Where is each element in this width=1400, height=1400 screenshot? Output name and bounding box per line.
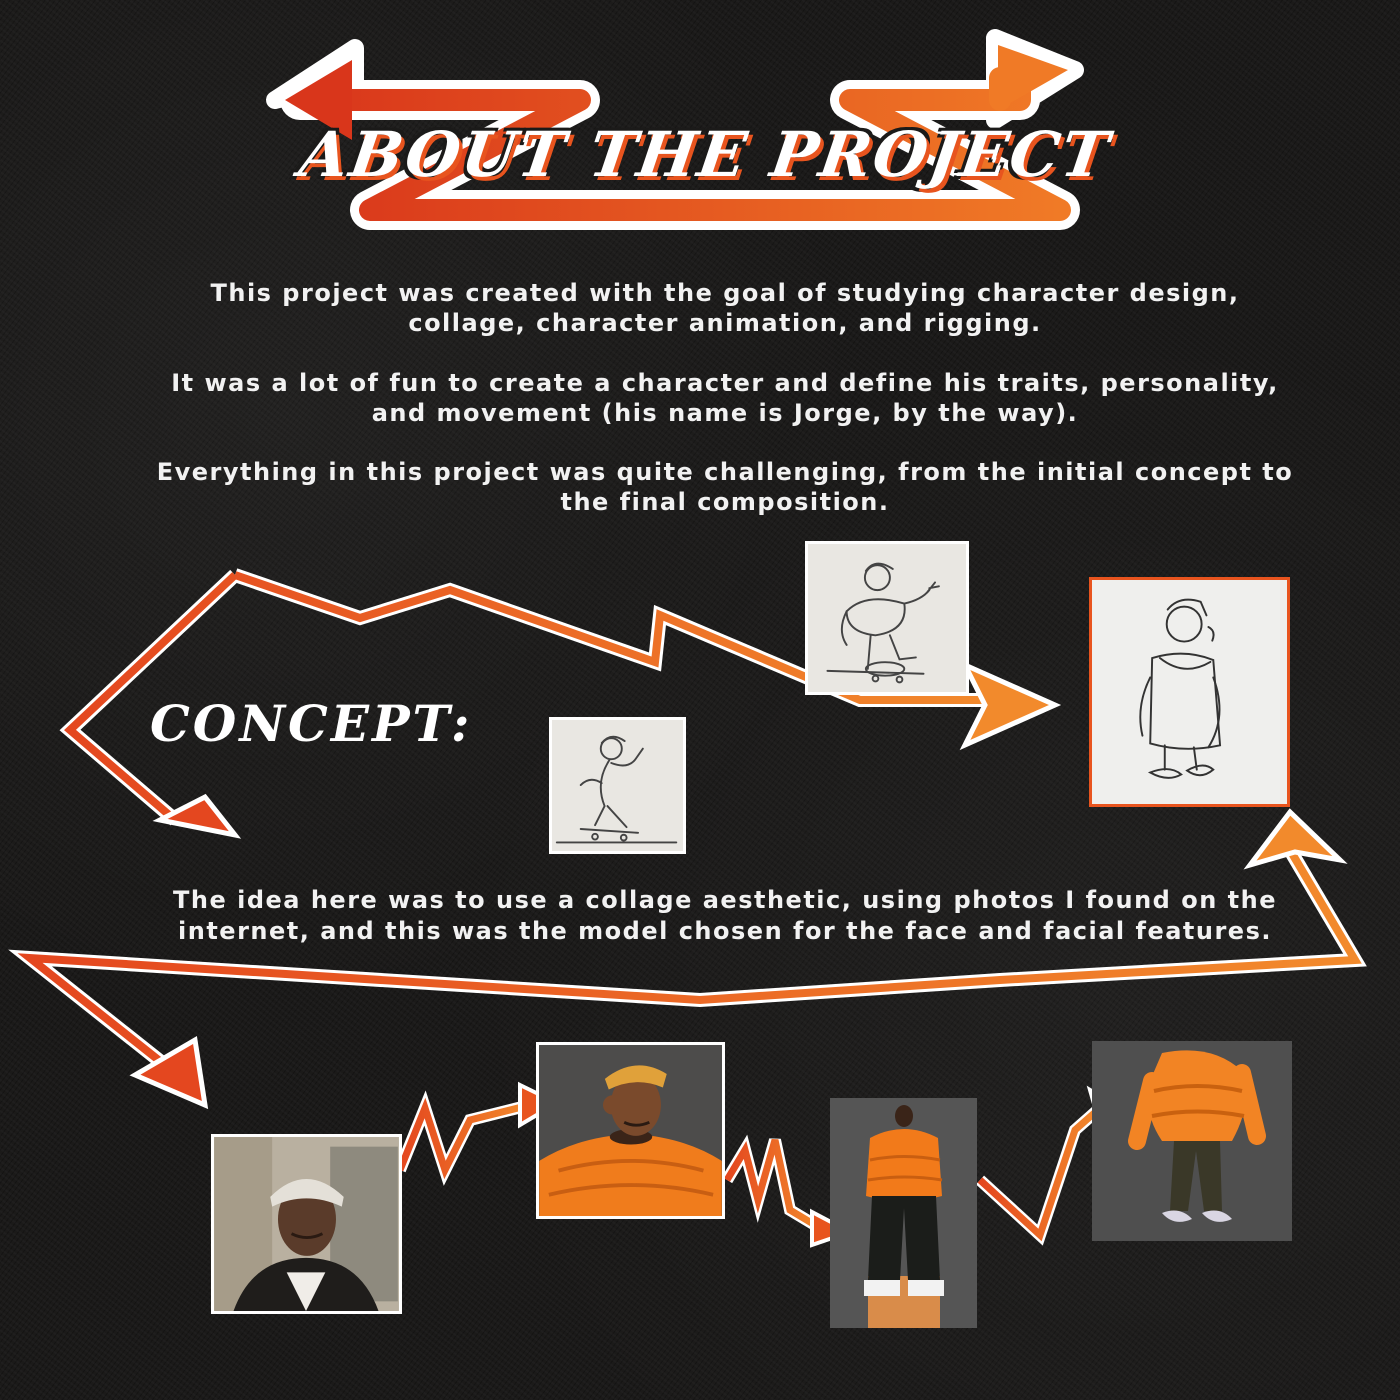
- photo-icon: [830, 1098, 977, 1328]
- collage-puffer-legs: [1092, 1041, 1292, 1241]
- concept-description: The idea here was to use a collage aesthetic, using photos I found on the internet, and this was the model chosen for the face and facial features.: [173, 886, 1277, 945]
- pencil-sketch-icon: [1092, 580, 1287, 804]
- page-title: ABOUT THE PROJECT: [295, 118, 1115, 191]
- collage-zigzag-arrows-icon: [400, 1085, 1120, 1245]
- photo-icon: [539, 1045, 722, 1216]
- intro-paragraph-2: It was a lot of fun to create a character and define his traits, personality, and movement (his name is Jorge, by the way).: [171, 369, 1279, 427]
- intro-paragraph-1: This project was created with the goal of studying character design, collage, character animation, and rigging.: [210, 279, 1240, 337]
- photo-icon: [1092, 1041, 1292, 1241]
- collage-head-puffer: [536, 1042, 725, 1219]
- photo-icon: [214, 1137, 399, 1311]
- intro-paragraph-3: Everything in this project was quite challenging, from the initial concept to the final composition.: [156, 458, 1294, 516]
- model-photo-face: [211, 1134, 402, 1314]
- concept-heading: CONCEPT:: [150, 694, 473, 753]
- pencil-sketch-icon: [808, 544, 966, 692]
- sketch-skater-top: [805, 541, 969, 695]
- pencil-sketch-icon: [552, 720, 683, 851]
- outfit-photo-full: [830, 1098, 977, 1328]
- sketch-skater-small: [549, 717, 686, 854]
- sketch-character-standing: [1089, 577, 1290, 807]
